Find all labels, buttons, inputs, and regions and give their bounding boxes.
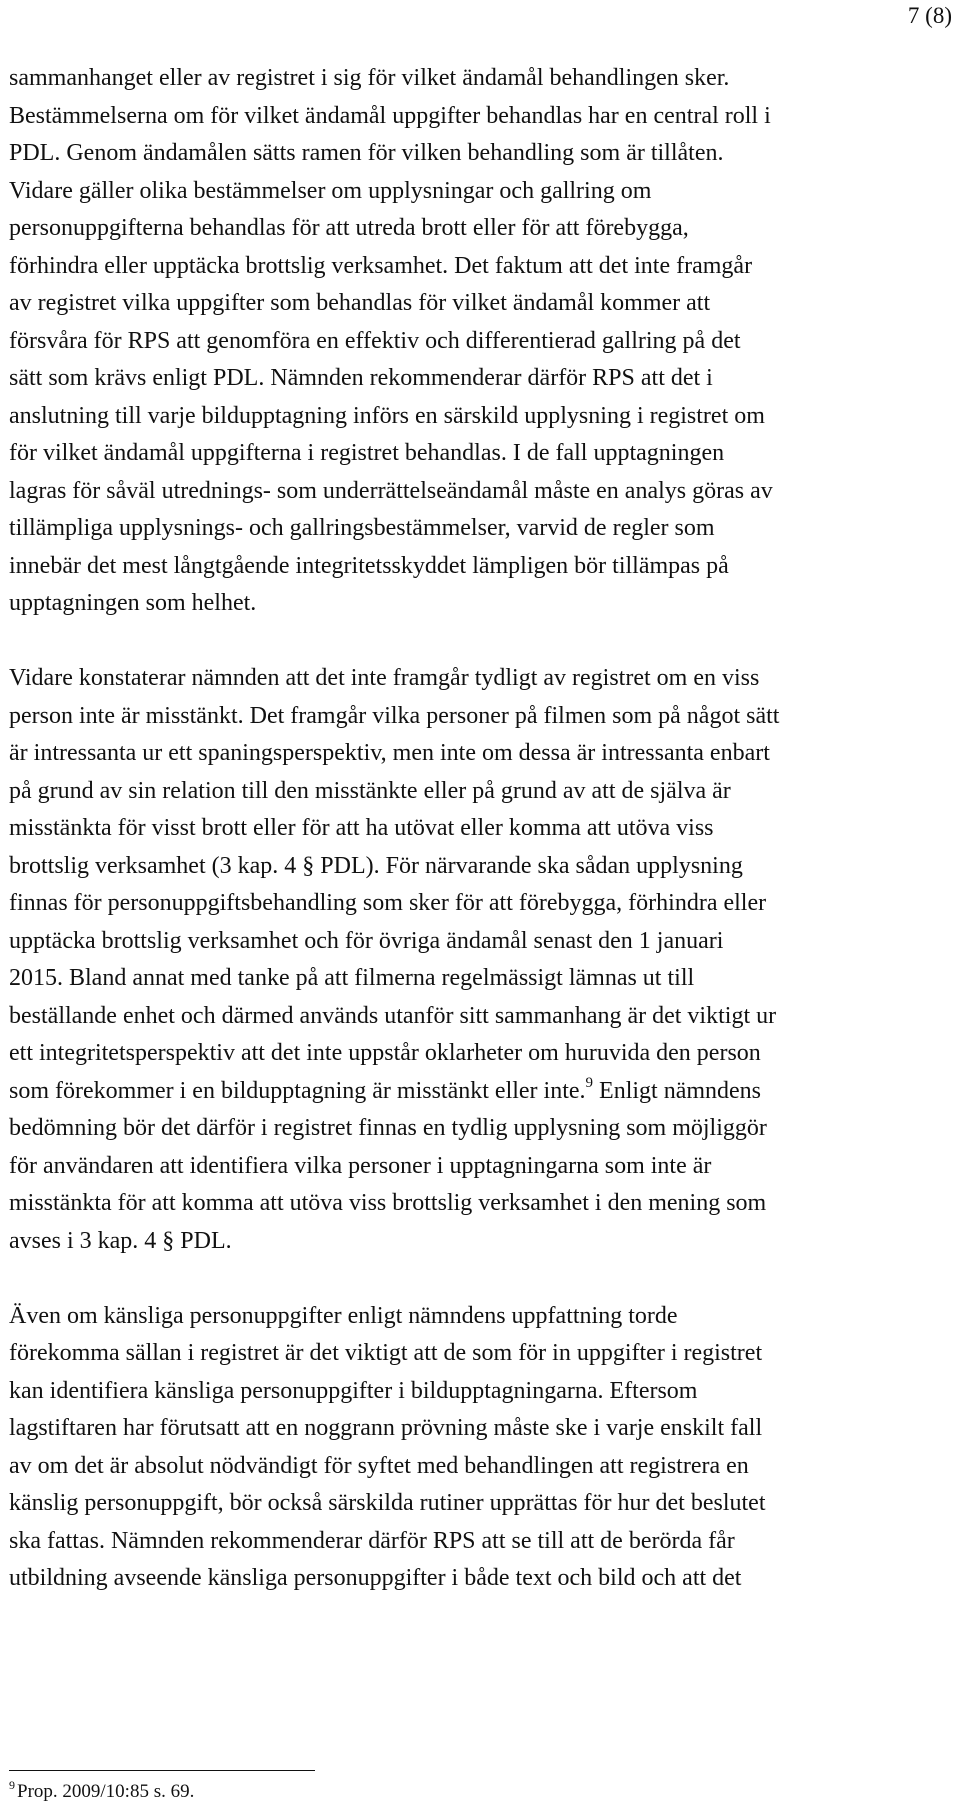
text-line: ett integritetsperspektiv att det inte uppstår oklarheter om huruvida den person (9, 1040, 761, 1066)
text-line: upptagningen som helhet. (9, 590, 257, 616)
text-line-with-footnote-ref (9, 1073, 954, 1111)
text-segment: som förekommer i en bildupptagning är misstänkt eller inte. (9, 1077, 586, 1104)
text-line: misstänkta för visst brott eller för att ha utövat eller komma att utöva viss (9, 815, 714, 841)
text-line: Vidare gäller olika bestämmelser om upplysningar och gallring om (9, 177, 652, 204)
text-line: anslutning till varje bildupptagning införs en särskild upplysning i registret om (9, 402, 765, 429)
footnote (9, 1779, 194, 1805)
text-line: känslig personuppgift, bör också särskilda rutiner upprättas för hur det beslutet (9, 1490, 766, 1516)
text-line: beställande enhet och därmed används utanför sitt sammanhang är det viktigt ur (9, 1002, 777, 1029)
page-number: 7 (8) (907, 3, 952, 28)
footnote-marker: 9 (9, 1778, 15, 1792)
text-line: Bestämmelserna om för vilket ändamål uppgifter behandlas har en central roll i (9, 102, 771, 129)
text-line: person inte är misstänkt. Det framgår vilka personer på filmen som på något sätt (9, 702, 780, 729)
text-line: innebär det mest långtgående integritetsskyddet lämpligen bör tillämpas på (9, 552, 729, 579)
text-line: finnas för personuppgiftsbehandling som sker för att förebygga, förhindra eller (9, 890, 767, 916)
document-body (9, 60, 954, 1598)
text-line: avses i 3 kap. 4 § PDL. (9, 1227, 232, 1254)
text-line: lagras för såväl utrednings- som underrättelseändamål måste en analys göras av (9, 477, 773, 504)
paragraph-2 (9, 660, 954, 1260)
paragraph-3 (9, 1298, 954, 1598)
text-line: av om det är absolut nödvändigt för syftet med behandlingen att registrera en (9, 1452, 749, 1479)
text-line: upptäcka brottslig verksamhet och för övriga ändamål senast den 1 januari (9, 927, 724, 954)
text-line: försvåra för RPS att genomföra en effektiv och differentierad gallring på det (9, 327, 741, 354)
text-line: lagstiftaren har förutsatt att en noggrann prövning måste ske i varje enskilt fall (9, 1415, 763, 1441)
text-line: bedömning bör det därför i registret finnas en tydlig upplysning som möjliggör (9, 1115, 767, 1141)
text-line: PDL. Genom ändamålen sätts ramen för vilken behandling som är tillåten. (9, 140, 724, 166)
text-line: förhindra eller upptäcka brottslig verksamhet. Det faktum att det inte framgår (9, 252, 753, 279)
footnote-divider (9, 1770, 315, 1771)
text-line: Även om känsliga personuppgifter enligt nämndens uppfattning torde (9, 1302, 678, 1329)
text-line: för vilket ändamål uppgifterna i registret behandlas. I de fall upptagningen (9, 440, 725, 466)
text-line: sätt som krävs enligt PDL. Nämnden rekommenderar därför RPS att det i (9, 365, 713, 391)
text-line: kan identifiera känsliga personuppgifter i bildupptagningarna. Eftersom (9, 1377, 698, 1404)
text-line: av registret vilka uppgifter som behandlas för vilket ändamål kommer att (9, 290, 711, 316)
text-line: Vidare konstaterar nämnden att det inte framgår tydligt av registret om en viss (9, 665, 760, 691)
text-line: 2015. Bland annat med tanke på att filmerna regelmässigt lämnas ut till (9, 965, 695, 991)
text-line: brottslig verksamhet (3 kap. 4 § PDL). För närvarande ska sådan upplysning (9, 852, 743, 879)
text-segment: Enligt nämndens (593, 1077, 762, 1104)
text-line: på grund av sin relation till den misstänkte eller på grund av att de själva är (9, 777, 731, 804)
footnote-text: Prop. 2009/10:85 s. 69. (17, 1781, 195, 1802)
text-line: personuppgifterna behandlas för att utreda brott eller för att förebygga, (9, 215, 689, 241)
footnote-reference[interactable]: 9 (585, 1074, 594, 1091)
text-line: är intressanta ur ett spaningsperspektiv, men inte om dessa är intressanta enbart (9, 740, 770, 766)
text-line: misstänkta för att komma att utöva viss brottslig verksamhet i den mening som (9, 1190, 767, 1216)
text-line: ska fattas. Nämnden rekommenderar därför RPS att se till att de berörda får (9, 1527, 735, 1554)
text-line: förekomma sällan i registret är det viktigt att de som för in uppgifter i registret (9, 1340, 763, 1366)
text-line: sammanhanget eller av registret i sig för vilket ändamål behandlingen sker. (9, 65, 730, 91)
paragraph-1 (9, 60, 954, 623)
text-line: för användaren att identifiera vilka personer i upptagningarna som inte är (9, 1152, 712, 1179)
text-line: tillämpliga upplysnings- och gallringsbestämmelser, varvid de regler som (9, 515, 715, 541)
text-line: utbildning avseende känsliga personuppgifter i både text och bild och att det (9, 1565, 742, 1591)
